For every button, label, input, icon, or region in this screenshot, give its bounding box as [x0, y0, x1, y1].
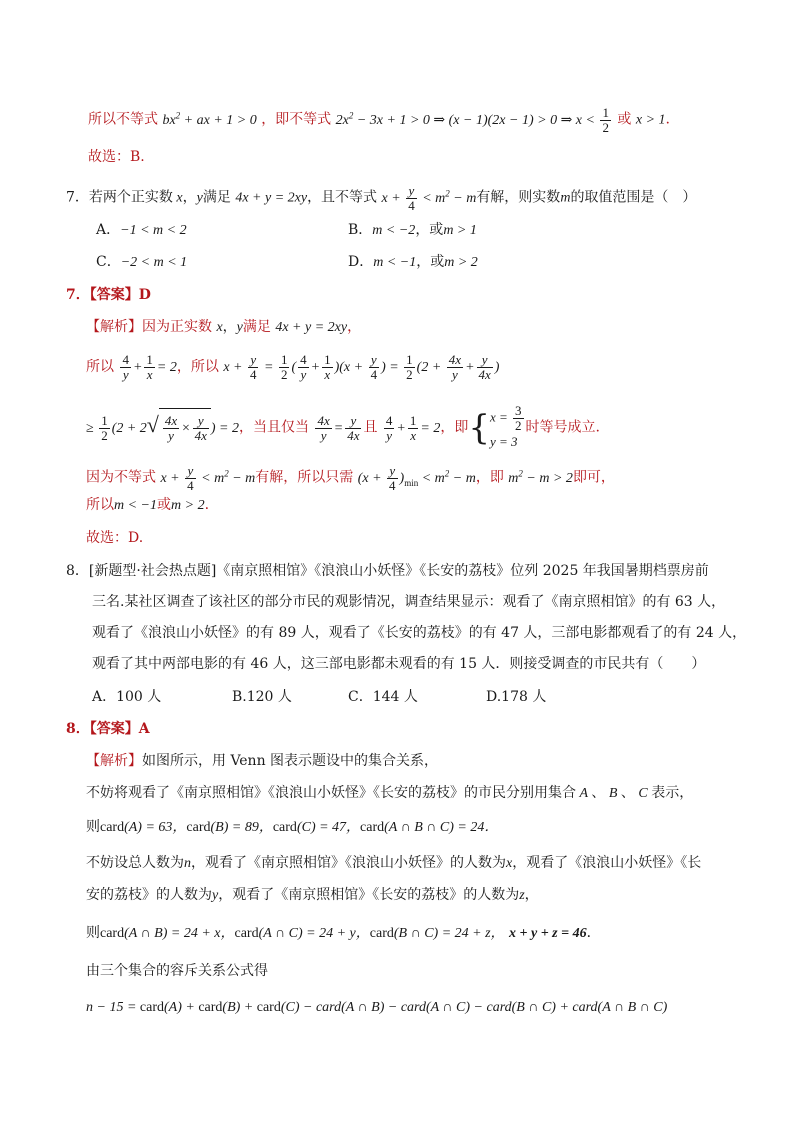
analysis-label: 【解析】 — [86, 753, 142, 769]
text: 、 — [591, 785, 606, 801]
text: 的取值范围是（ ） — [570, 189, 697, 206]
analysis-8-line6: 则card(A ∩ B) = 24 + x，card(A ∩ C) = 24 + y，card(B ∩ C) = 24 + z， x + y + z = 46． — [86, 925, 601, 941]
text: ，即 — [475, 469, 504, 486]
text: 时等号成立. — [525, 419, 600, 436]
analysis-8-line4 — [86, 852, 701, 875]
text: 表示， — [651, 785, 694, 801]
math-expr: $\frac{4}{y}$ + $\frac{1}{x}$ = 2 — [385, 412, 441, 443]
answer-7-header: 7．【答案】D — [66, 287, 151, 303]
math-expr: m > 2 — [444, 255, 478, 270]
text: ，当且仅当 — [239, 419, 309, 436]
text: 或 — [617, 111, 632, 128]
analysis-7-line2 — [86, 352, 499, 383]
analysis-8-line3 — [86, 816, 498, 839]
math-expr: −1 < m < 2 — [120, 223, 187, 238]
brace: { — [468, 407, 490, 448]
analysis-7-line4 — [86, 458, 615, 497]
analysis-8-line1 — [86, 750, 438, 772]
math-expr: 4x + y = 2xy — [235, 190, 308, 206]
math-expr: 4x + y = 2xy — [275, 320, 348, 335]
option-label: B． — [348, 222, 373, 238]
option-a: A．100 人 — [92, 689, 162, 705]
math-y: y — [212, 888, 219, 903]
text: ，或 — [415, 222, 444, 238]
math-expr: m > 1 — [443, 223, 477, 238]
option-b: B.120 人 — [232, 689, 292, 705]
text: ， — [524, 887, 539, 903]
text: 且 — [363, 419, 378, 436]
text: ，即不等式 — [261, 111, 332, 128]
math-x: x — [216, 320, 223, 335]
text: 或 — [157, 497, 172, 513]
math-expr: x > 1 — [635, 112, 666, 128]
analysis-7-line5 — [86, 494, 209, 517]
text: 满足 — [202, 189, 231, 206]
math-set: B — [605, 786, 621, 801]
analysis-8-line2 — [86, 782, 693, 805]
text: 如图所示，用 Venn 图表示题设中的集合关系， — [142, 753, 439, 769]
text: 所以不等式 — [88, 111, 158, 128]
question-8-line4: 观看了其中两部电影的有 46 人，这三部电影都未观看的有 15 人．则接受调查的市民共有（ ） — [92, 656, 706, 672]
question-8-line2: 三名.某社区调查了该社区的部分市民的观影情况，调查结果显示：观看了《南京照相馆》的有 63 人， — [92, 594, 726, 610]
math-expr: $bx^2$ + ax + 1 > 0 — [162, 110, 257, 128]
analysis-label: 【解析】 — [86, 319, 142, 335]
text: 安的荔枝》的人数为 — [86, 887, 212, 903]
math-expr: m < −1 — [373, 255, 417, 270]
text: 所以 — [86, 497, 114, 513]
text: ，且不等式 — [307, 189, 378, 206]
text: ，即 — [440, 419, 469, 436]
option-c — [96, 251, 187, 274]
text: 有解，则实数 — [476, 189, 561, 206]
math-expr: x + $\frac{y}{4}$ = $\frac{1}{2}$ ( $\frac{4}{y}$ + $\frac{1}{x}$ )(x + $\frac{y}{4}$ ) = $\frac{1}{2}$ (2 + $\frac{4x}{y}$ + $\frac{y}{4x}$ ) — [223, 352, 500, 383]
math-set: A — [576, 786, 592, 801]
math-expr: x + $\frac{y}{4}$ < $m^2 - m$ — [381, 182, 477, 213]
answer-choice-d: 故选：D. — [86, 530, 144, 546]
option-label: A． — [96, 222, 121, 238]
answer-choice-b: 故选：B. — [88, 149, 145, 165]
math-expr: $m^2 - m > 2$ — [508, 468, 573, 486]
math-set: C — [634, 786, 652, 801]
option-d: D.178 人 — [486, 689, 547, 705]
math-expr: x + $\frac{y}{4}$ < $m^2 - m$ — [160, 462, 256, 493]
text: . — [665, 111, 670, 128]
math-expr: −2 < m < 1 — [120, 255, 188, 270]
option-c: C．144 人 — [348, 689, 418, 705]
math-expr: m > 2 — [171, 498, 205, 513]
analysis-7-line1: 【解析】因为正实数 x，y满足 4x + y = 2xy， — [86, 319, 362, 335]
text: 、 — [620, 785, 635, 801]
text: ，或 — [416, 254, 445, 270]
text: 不妨将观看了《南京照相馆》《浪浪山小妖怪》《长安的荔枝》的市民分别用集合 — [86, 785, 576, 801]
question-7: 7．若两个正实数 x，y满足 4x + y = 2xy，且不等式 x + $\frac{y}{4}$ < $m^2 - m$有解，则实数m的取值范围是（ ） — [66, 182, 697, 213]
math-x: x — [172, 190, 183, 206]
math-expr: m < −2 — [372, 223, 416, 238]
text: 则 — [86, 819, 100, 835]
math-expr: card(A) = 63，card(B) = 89，card(C) = 47，card(A ∩ B ∩ C) = 24． — [100, 820, 499, 835]
text: 所以 — [86, 359, 114, 375]
text: 即可， — [572, 469, 615, 486]
math-expr: n − 15 = card(A) + card(B) + card(C) − card(A ∩ B) − card(A ∩ C) − card(B ∩ C) + card(A ∩ B ∩ C) — [86, 1000, 668, 1015]
math-expr: $\frac{4x}{y}$ = $\frac{y}{4x}$ — [317, 412, 360, 443]
text: ，所以 — [176, 359, 219, 375]
option-b — [348, 219, 477, 242]
text: ，观看了《南京照相馆》《长安的荔枝》的人数为 — [218, 887, 520, 903]
math-n: n — [184, 856, 191, 871]
analysis-8-line5 — [86, 884, 539, 907]
math-expr: $\frac{4}{y}$ + $\frac{1}{x}$ = 2 — [122, 352, 177, 383]
text: . — [204, 497, 210, 513]
question-8-line3: 观看了《浪浪山小妖怪》的有 89 人，观看了《长安的荔枝》的有 47 人，三部电影都观看了的有 24 人， — [92, 625, 747, 641]
text: 因为正实数 — [142, 319, 212, 335]
text: 则 — [86, 925, 100, 941]
answer-8-header: 8．【答案】A — [66, 721, 150, 737]
math-z: z — [519, 888, 525, 903]
option-label: C． — [96, 254, 121, 270]
math-y: y — [196, 190, 203, 206]
analysis-7-line3 — [86, 404, 600, 451]
text: ，观看了《浪浪山小妖怪》《长 — [512, 855, 702, 871]
math-m: m — [560, 190, 571, 206]
option-label: D． — [348, 254, 374, 270]
math-expr: (x + $\frac{y}{4}$ )$_{min} < m^2 - m$ — [357, 462, 476, 493]
text: 满足 — [242, 319, 271, 335]
math-expr: $2x^2 - 3x + 1 > 0$ ⇒ (x − 1)(2x − 1) > 0 ⇒ x < $\frac{1}{2}$ — [335, 104, 609, 135]
option-d — [348, 251, 478, 274]
text: 因为不等式 — [86, 469, 156, 486]
math-cases: x = $\frac{3}{2}$ y = 3 — [489, 403, 522, 449]
analysis-8-line7: 由三个集合的容斥关系公式得 — [86, 963, 268, 979]
text-line-inequality — [88, 104, 670, 135]
question-8-line1: 8．[新题型·社会热点题]《南京照相馆》《浪浪山小妖怪》《长安的荔枝》位列 2025 年我国暑期档票房前 — [66, 563, 709, 579]
math-expr: m < −1 — [114, 498, 158, 513]
text: 7．若两个正实数 — [66, 189, 173, 206]
option-a — [96, 219, 187, 242]
text: ， — [347, 319, 362, 335]
analysis-8-line8 — [86, 996, 667, 1019]
math-x: x — [506, 856, 513, 871]
math-y: y — [236, 320, 243, 335]
math-expr: x + y + z = 46 — [509, 926, 587, 941]
text: ，观看了《南京照相馆》《浪浪山小妖怪》的人数为 — [191, 855, 506, 871]
text: 有解，所以只需 — [255, 469, 354, 486]
math-expr: ≥ $\frac{1}{2}$ (2 + 2√ $\frac{4x}{y}$ × $\frac{y}{4x}$ ) = 2 — [86, 421, 239, 436]
text: 不妨设总人数为 — [86, 855, 184, 871]
math-expr: card(A ∩ B) = 24 + x，card(A ∩ C) = 24 + y，card(B ∩ C) = 24 + z， — [100, 926, 505, 941]
